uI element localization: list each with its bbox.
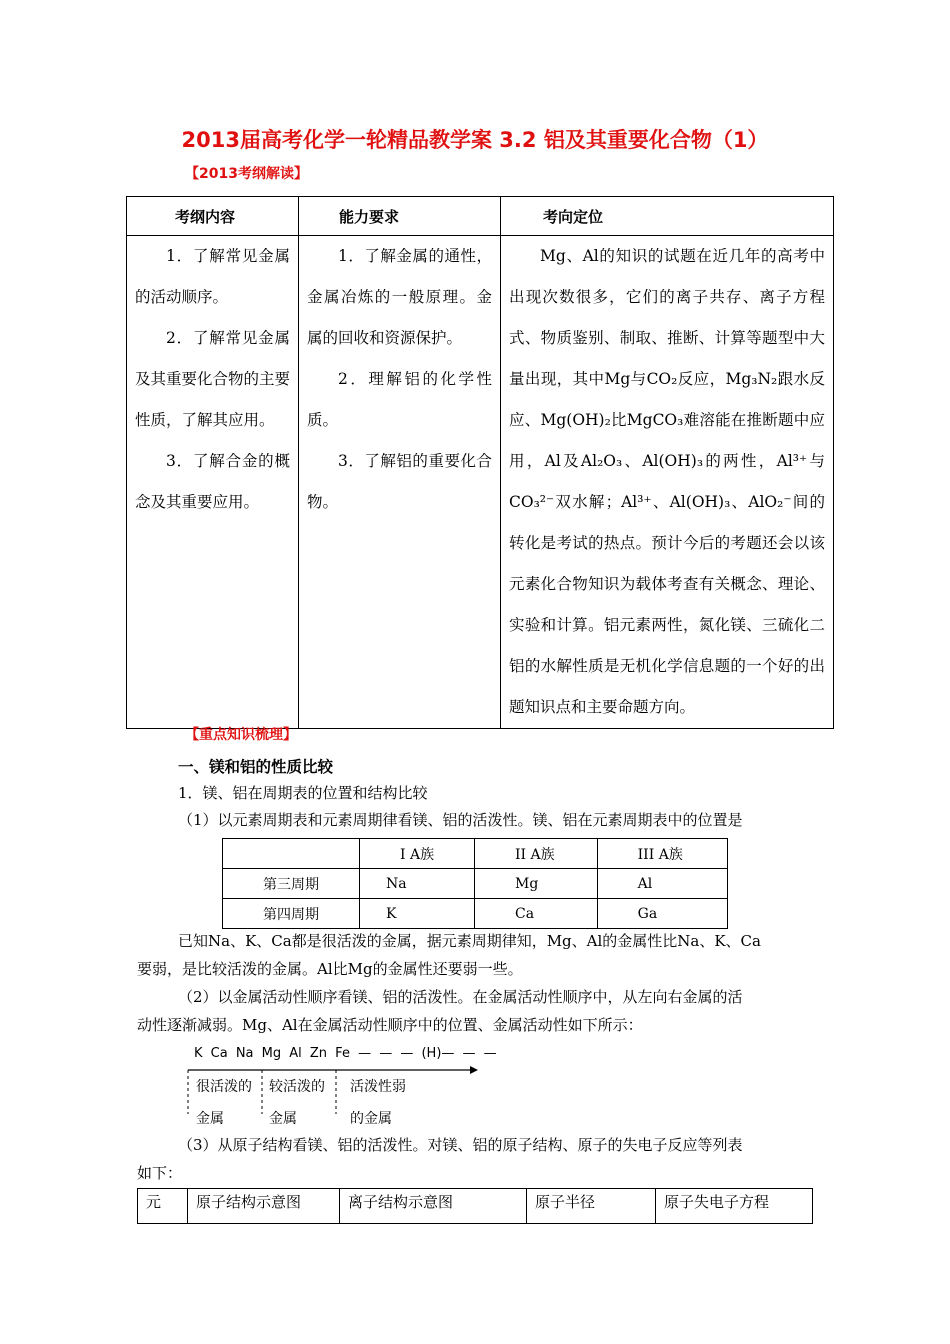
- element-cell: Al: [597, 869, 727, 899]
- direction-text: Mg、Al的知识的试题在近几年的高考中出现次数很多，它们的离子共存、离子方程式、物质鉴别、制取、推断、计算等题型中大量出现，其中Mg与CO₂反应，Mg₃N₂跟水反应、Mg(OH)₂比MgCO₃难溶能在推断题中应用，Al及Al₂O₃、Al(OH)₃的两性，Al³⁺与CO₃²⁻双水解；Al³⁺、Al(OH)₃、AlO₂⁻间的转化是考试的热点。预计今后的考题还会以该元素化合物知识为载体考查有关概念、理论、实验和计算。铝元素两性，氮化镁、三硫化二铝的水解性质是无机化学信息题的一个好的出题知识点和主要命题方向。: [509, 247, 825, 716]
- header-content: 考纲内容: [127, 197, 299, 236]
- key-points-tag: 【重点知识梳理】: [185, 727, 297, 743]
- group-header: III A族: [597, 839, 727, 869]
- element-cell: Mg: [475, 869, 598, 899]
- content-item: 1．了解常见金属的活动顺序。: [135, 247, 290, 306]
- atom-header: 离子结构示意图: [340, 1189, 527, 1224]
- header-direction: 考向定位: [501, 197, 834, 236]
- atom-header: 元: [138, 1189, 188, 1224]
- activity-label: 金属: [269, 1111, 297, 1127]
- paragraph: 要弱，是比较活泼的金属。Al比Mg的金属性还要弱一些。: [137, 960, 523, 978]
- element-cell: Ca: [475, 899, 598, 929]
- paragraph: （2）以金属活动性顺序看镁、铝的活泼性。在金属活动性顺序中，从左向右金属的活: [178, 988, 743, 1006]
- outline-tag: 【2013考纲解读】: [185, 166, 308, 182]
- paragraph: 已知Na、K、Ca都是很活泼的金属，据元素周期律知，Mg、Al的金属性比Na、K、Ca: [178, 932, 761, 950]
- paragraph: （3）从原子结构看镁、铝的活泼性。对镁、铝的原子结构、原子的失电子反应等列表: [178, 1136, 743, 1154]
- item-heading: 1．镁、铝在周期表的位置和结构比较: [178, 784, 428, 802]
- group-header-blank: [223, 839, 360, 869]
- atom-header: 原子半径: [527, 1189, 656, 1224]
- arrow-head: [470, 1066, 478, 1074]
- page-title: 2013届高考化学一轮精品教学案 3.2 铝及其重要化合物（1）: [181, 128, 769, 152]
- period-label: 第三周期: [223, 869, 360, 899]
- section-heading: 一、镁和铝的性质比较: [178, 758, 334, 776]
- ability-cell: [299, 236, 501, 729]
- activity-label: 的金属: [350, 1111, 392, 1127]
- element-cell: Ga: [597, 899, 727, 929]
- activity-label: 金属: [196, 1111, 224, 1127]
- header-ability: 能力要求: [299, 197, 501, 236]
- period-label: 第四周期: [223, 899, 360, 929]
- paragraph: （1）以元素周期表和元素周期律看镁、铝的活泼性。镁、铝在元素周期表中的位置是: [178, 811, 743, 829]
- atom-header: 原子失电子方程: [656, 1189, 813, 1224]
- ability-item: 2．理解铝的化学性质。: [307, 370, 492, 429]
- atomic-structure-table: [137, 1188, 813, 1224]
- group-header: II A族: [475, 839, 598, 869]
- paragraph: 动性逐渐减弱。Mg、Al在金属活动性顺序中的位置、金属活动性如下所示：: [137, 1016, 643, 1034]
- activity-series: K Ca Na Mg Al Zn Fe — — — (H)— — —: [194, 1046, 497, 1061]
- element-cell: Na: [360, 869, 475, 899]
- activity-label: 活泼性弱: [350, 1079, 406, 1095]
- atom-header: 原子结构示意图: [188, 1189, 340, 1224]
- ability-item: 3．了解铝的重要化合物。: [307, 452, 492, 511]
- content-item: 2．了解常见金属及其重要化合物的主要性质，了解其应用。: [135, 329, 291, 429]
- element-cell: K: [360, 899, 475, 929]
- activity-label: 较活泼的: [269, 1079, 325, 1095]
- periodic-group-table: [222, 838, 728, 929]
- requirements-table: [126, 196, 834, 729]
- ability-item: 1．了解金属的通性，金属冶炼的一般原理。金属的回收和资源保护。: [307, 247, 492, 347]
- activity-label: 很活泼的: [196, 1079, 252, 1095]
- paragraph: 如下：: [137, 1164, 183, 1182]
- group-header: I A族: [360, 839, 475, 869]
- direction-cell: [501, 236, 834, 729]
- content-item: 3．了解合金的概念及其重要应用。: [135, 452, 290, 511]
- content-cell: [127, 236, 299, 729]
